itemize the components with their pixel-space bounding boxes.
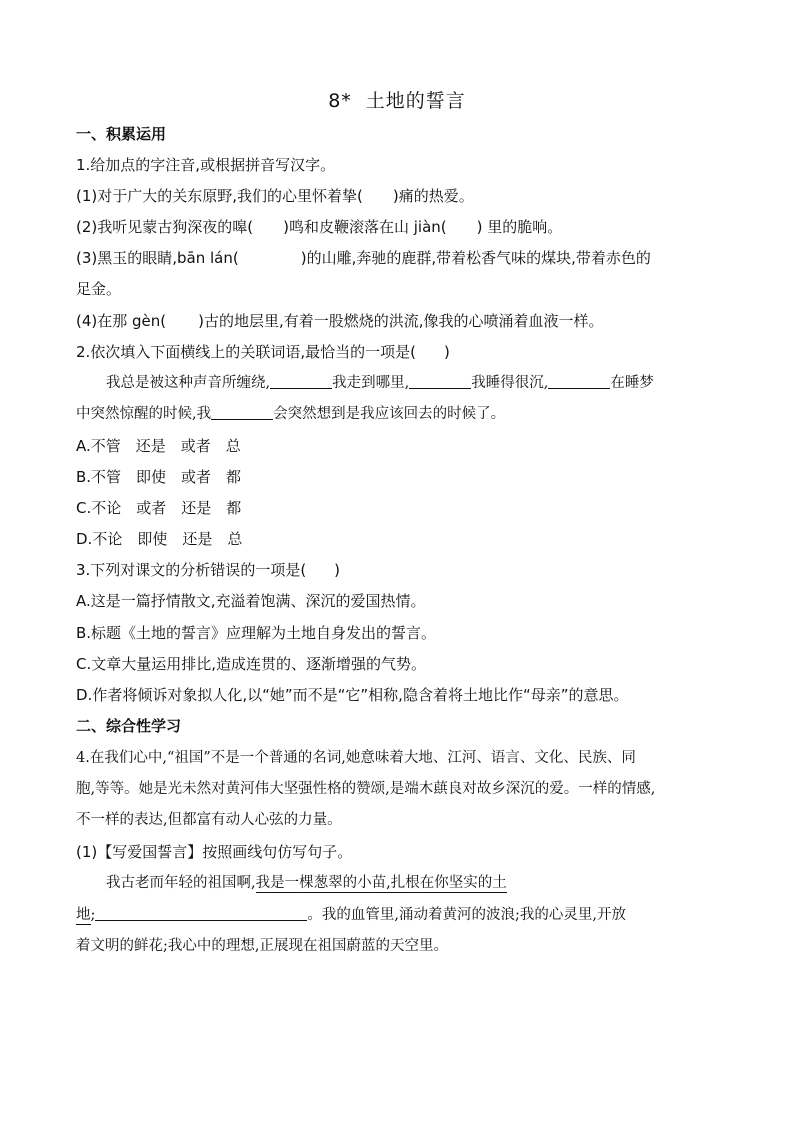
q4-intro-line-1: 4.在我们心中,“祖国”不是一个普通的名词,她意味着大地、江河、语言、文化、民族、同 xyxy=(76,750,636,766)
section-heading-1: 一、积累运用 xyxy=(76,125,167,143)
q2-option-b[interactable]: B.不管 即使 或者 都 xyxy=(76,468,242,486)
q2-option-a[interactable]: A.不管 还是 或者 总 xyxy=(76,437,241,455)
q3-option-d[interactable]: D.作者将倾诉对象拟人化,以“她”而不是“它”相称,隐含着将土地比作“母亲”的意思。 xyxy=(76,686,629,704)
q4-intro-line-3: 不一样的表达,但都富有动人心弦的力量。 xyxy=(76,812,342,828)
imitation-answer-blank[interactable] xyxy=(95,905,307,921)
q2-option-d[interactable]: D.不论 即使 还是 总 xyxy=(76,530,243,548)
q4-intro-line-2: 胞,等等。她是光未然对黄河伟大坚强性格的赞颂,是端木蕻良对故乡深沉的爱。一样的情感, xyxy=(76,781,656,797)
page-title xyxy=(0,86,794,113)
lesson-number: 8* xyxy=(328,90,352,112)
q2-option-c[interactable]: C.不论 或者 还是 都 xyxy=(76,499,242,517)
q4-example-line-2: 地; 。我的血管里,涌动着黄河的波浪;我的心灵里,开放 xyxy=(76,907,626,923)
q3-option-a[interactable]: A.这是一篇抒情散文,充溢着饱满、深沉的爱国热情。 xyxy=(76,592,426,610)
q1-item-2: (2)我听见蒙古狗深夜的嗥( )鸣和皮鞭滚落在山 jiàn( ) 里的脆响。 xyxy=(76,218,563,236)
q2-passage-line-2: 中突然惊醒的时候,我 会突然想到是我应该回去的时候了。 xyxy=(76,406,506,422)
q3-option-b[interactable]: B.标题《土地的誓言》应理解为土地自身发出的誓言。 xyxy=(76,624,437,642)
q3-stem: 3.下列对课文的分析错误的一项是( ) xyxy=(76,561,341,579)
section-heading-2: 二、综合性学习 xyxy=(76,717,182,735)
q1-item-1: (1)对于广大的关东原野,我们的心里怀着挚( )痛的热爱。 xyxy=(76,187,474,205)
q1-stem: 1.给加点的字注音,或根据拼音写汉字。 xyxy=(76,156,336,174)
q2-stem: 2.依次填入下面横线上的关联词语,最恰当的一项是( ) xyxy=(76,343,450,361)
answer-blank[interactable] xyxy=(270,373,332,389)
answer-blank[interactable] xyxy=(548,373,610,389)
q1-item-3-cont: 足金。 xyxy=(76,280,122,298)
underlined-example: 我是一棵葱翠的小苗,扎根在你坚实的土 xyxy=(255,875,507,891)
answer-blank[interactable] xyxy=(409,373,471,389)
q4-example-line-3: 着文明的鲜花;我心中的理想,正展现在祖国蔚蓝的天空里。 xyxy=(76,938,448,954)
q1-item-3: (3)黑玉的眼睛,bān lán( )的山雕,奔驰的鹿群,带着松香气味的煤块,带着赤色的 xyxy=(76,249,651,267)
q1-item-4: (4)在那 gèn( )古的地层里,有着一股燃烧的洪流,像我的心喷涌着血液一样。 xyxy=(76,312,604,330)
q4-sub-question-1: (1)【写爱国誓言】按照画线句仿写句子。 xyxy=(76,843,353,861)
q2-passage-line-1: 我总是被这种声音所缠绕, 我走到哪里, 我睡得很沉, 在睡梦 xyxy=(106,375,654,391)
lesson-title: 土地的誓言 xyxy=(365,90,466,112)
q4-example-line-1: 我古老而年轻的祖国啊,我是一棵葱翠的小苗,扎根在你坚实的土 xyxy=(106,875,507,891)
q3-option-c[interactable]: C.文章大量运用排比,造成连贯的、逐渐增强的气势。 xyxy=(76,655,427,673)
answer-blank[interactable] xyxy=(211,404,273,420)
